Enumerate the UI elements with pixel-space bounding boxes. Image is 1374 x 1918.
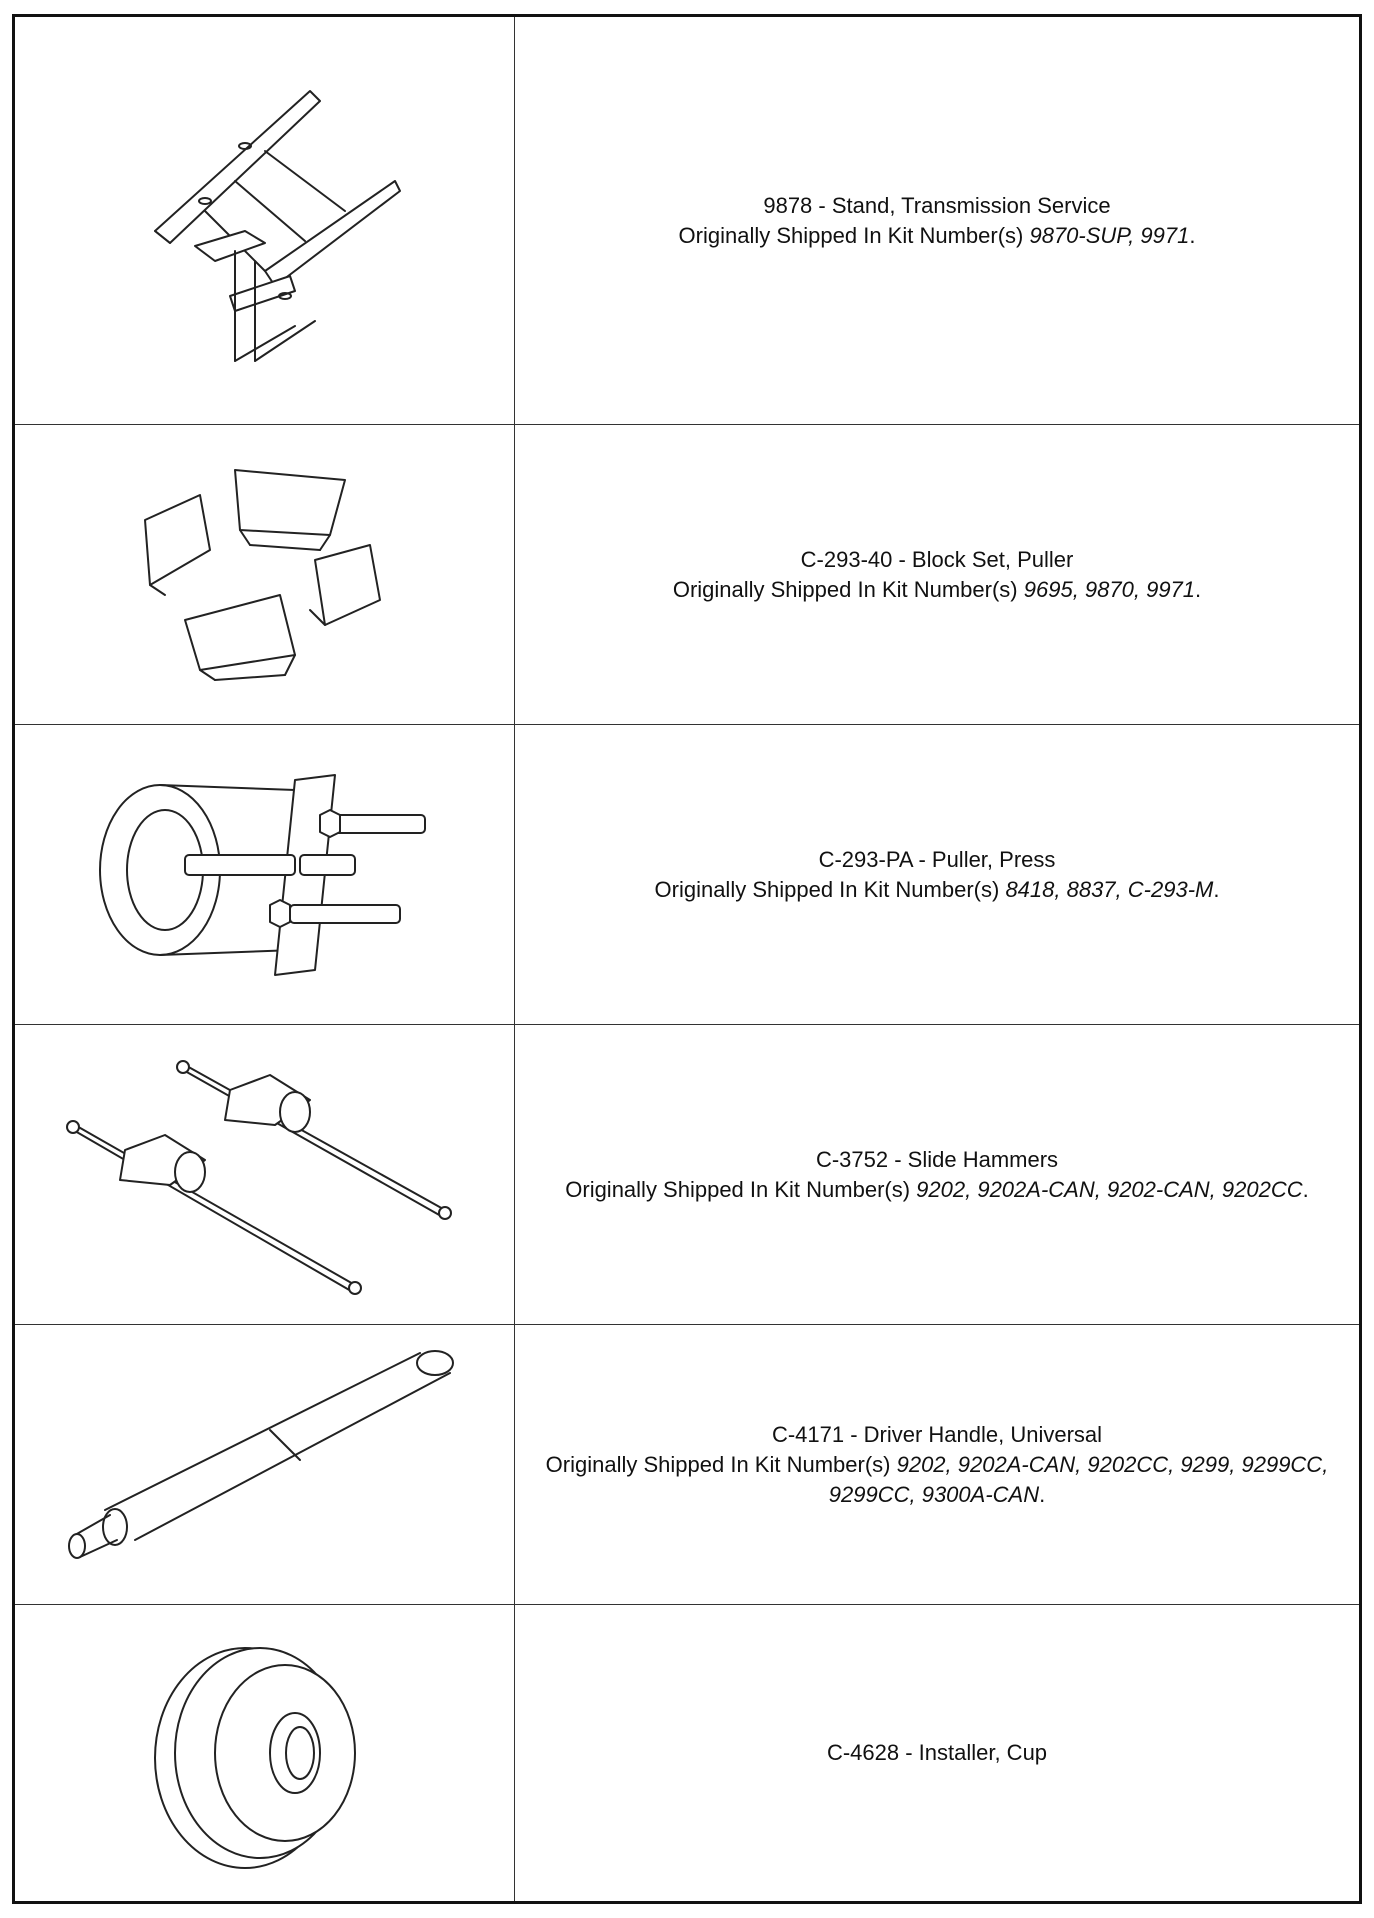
tool-title: C-293-40 - Block Set, Puller [800,546,1074,572]
kit-suffix: . [1213,876,1220,902]
tool-title: C-4628 - Installer, Cup [826,1740,1048,1765]
kit-prefix: Originally Shipped In Kit Number(s) [678,222,1030,248]
kit-line [565,1175,1309,1205]
table-row [15,425,1359,725]
slide-hammers-icon [55,1045,475,1305]
kit-line [655,875,1220,905]
tool-title: 9878 - Stand, Transmission Service [763,192,1111,218]
image-cell [15,17,515,424]
kit-suffix: . [1189,222,1196,248]
kit-suffix: . [1195,576,1202,602]
kit-numbers: 8418, 8837, C-293-M [1005,876,1214,902]
cup-installer-icon [135,1628,395,1878]
image-cell [15,1605,515,1901]
kit-line [673,575,1201,605]
tool-table [12,14,1362,1904]
table-row [15,1325,1359,1605]
description-cell [515,1325,1359,1604]
kit-prefix: Originally Shipped In Kit Number(s) [672,576,1024,602]
table-row [15,725,1359,1025]
table-row [15,1605,1359,1901]
tool-title: C-4171 - Driver Handle, Universal [771,1421,1103,1447]
kit-line [679,221,1196,251]
description-cell [515,425,1359,724]
driver-handle-icon [55,1335,475,1595]
description-cell [515,17,1359,424]
puller-block-set-icon [115,450,415,700]
description-cell [515,1605,1359,1901]
image-cell [15,725,515,1024]
press-puller-icon [85,760,445,990]
description-cell [515,1025,1359,1324]
kit-numbers: 9202, 9202A-CAN, 9202CC, 9299, 9299CC, 9299CC, 9300A-CAN [828,1451,1329,1507]
tool-title: C-293-PA - Puller, Press [818,846,1056,872]
table-row [15,17,1359,425]
kit-numbers: 9202, 9202A-CAN, 9202-CAN, 9202CC [916,1176,1303,1202]
kit-numbers: 9870-SUP, 9971 [1029,222,1190,248]
table-row [15,1025,1359,1325]
image-cell [15,425,515,724]
kit-prefix: Originally Shipped In Kit Number(s) [565,1176,917,1202]
kit-line [545,1450,1329,1510]
transmission-stand-icon [115,71,415,371]
kit-prefix: Originally Shipped In Kit Number(s) [545,1451,897,1477]
kit-prefix: Originally Shipped In Kit Number(s) [654,876,1006,902]
tool-title: C-3752 - Slide Hammers [815,1146,1059,1172]
kit-numbers: 9695, 9870, 9971 [1023,576,1196,602]
image-cell [15,1325,515,1604]
image-cell [15,1025,515,1324]
kit-suffix: . [1302,1176,1309,1202]
kit-suffix: . [1039,1481,1046,1507]
description-cell [515,725,1359,1024]
